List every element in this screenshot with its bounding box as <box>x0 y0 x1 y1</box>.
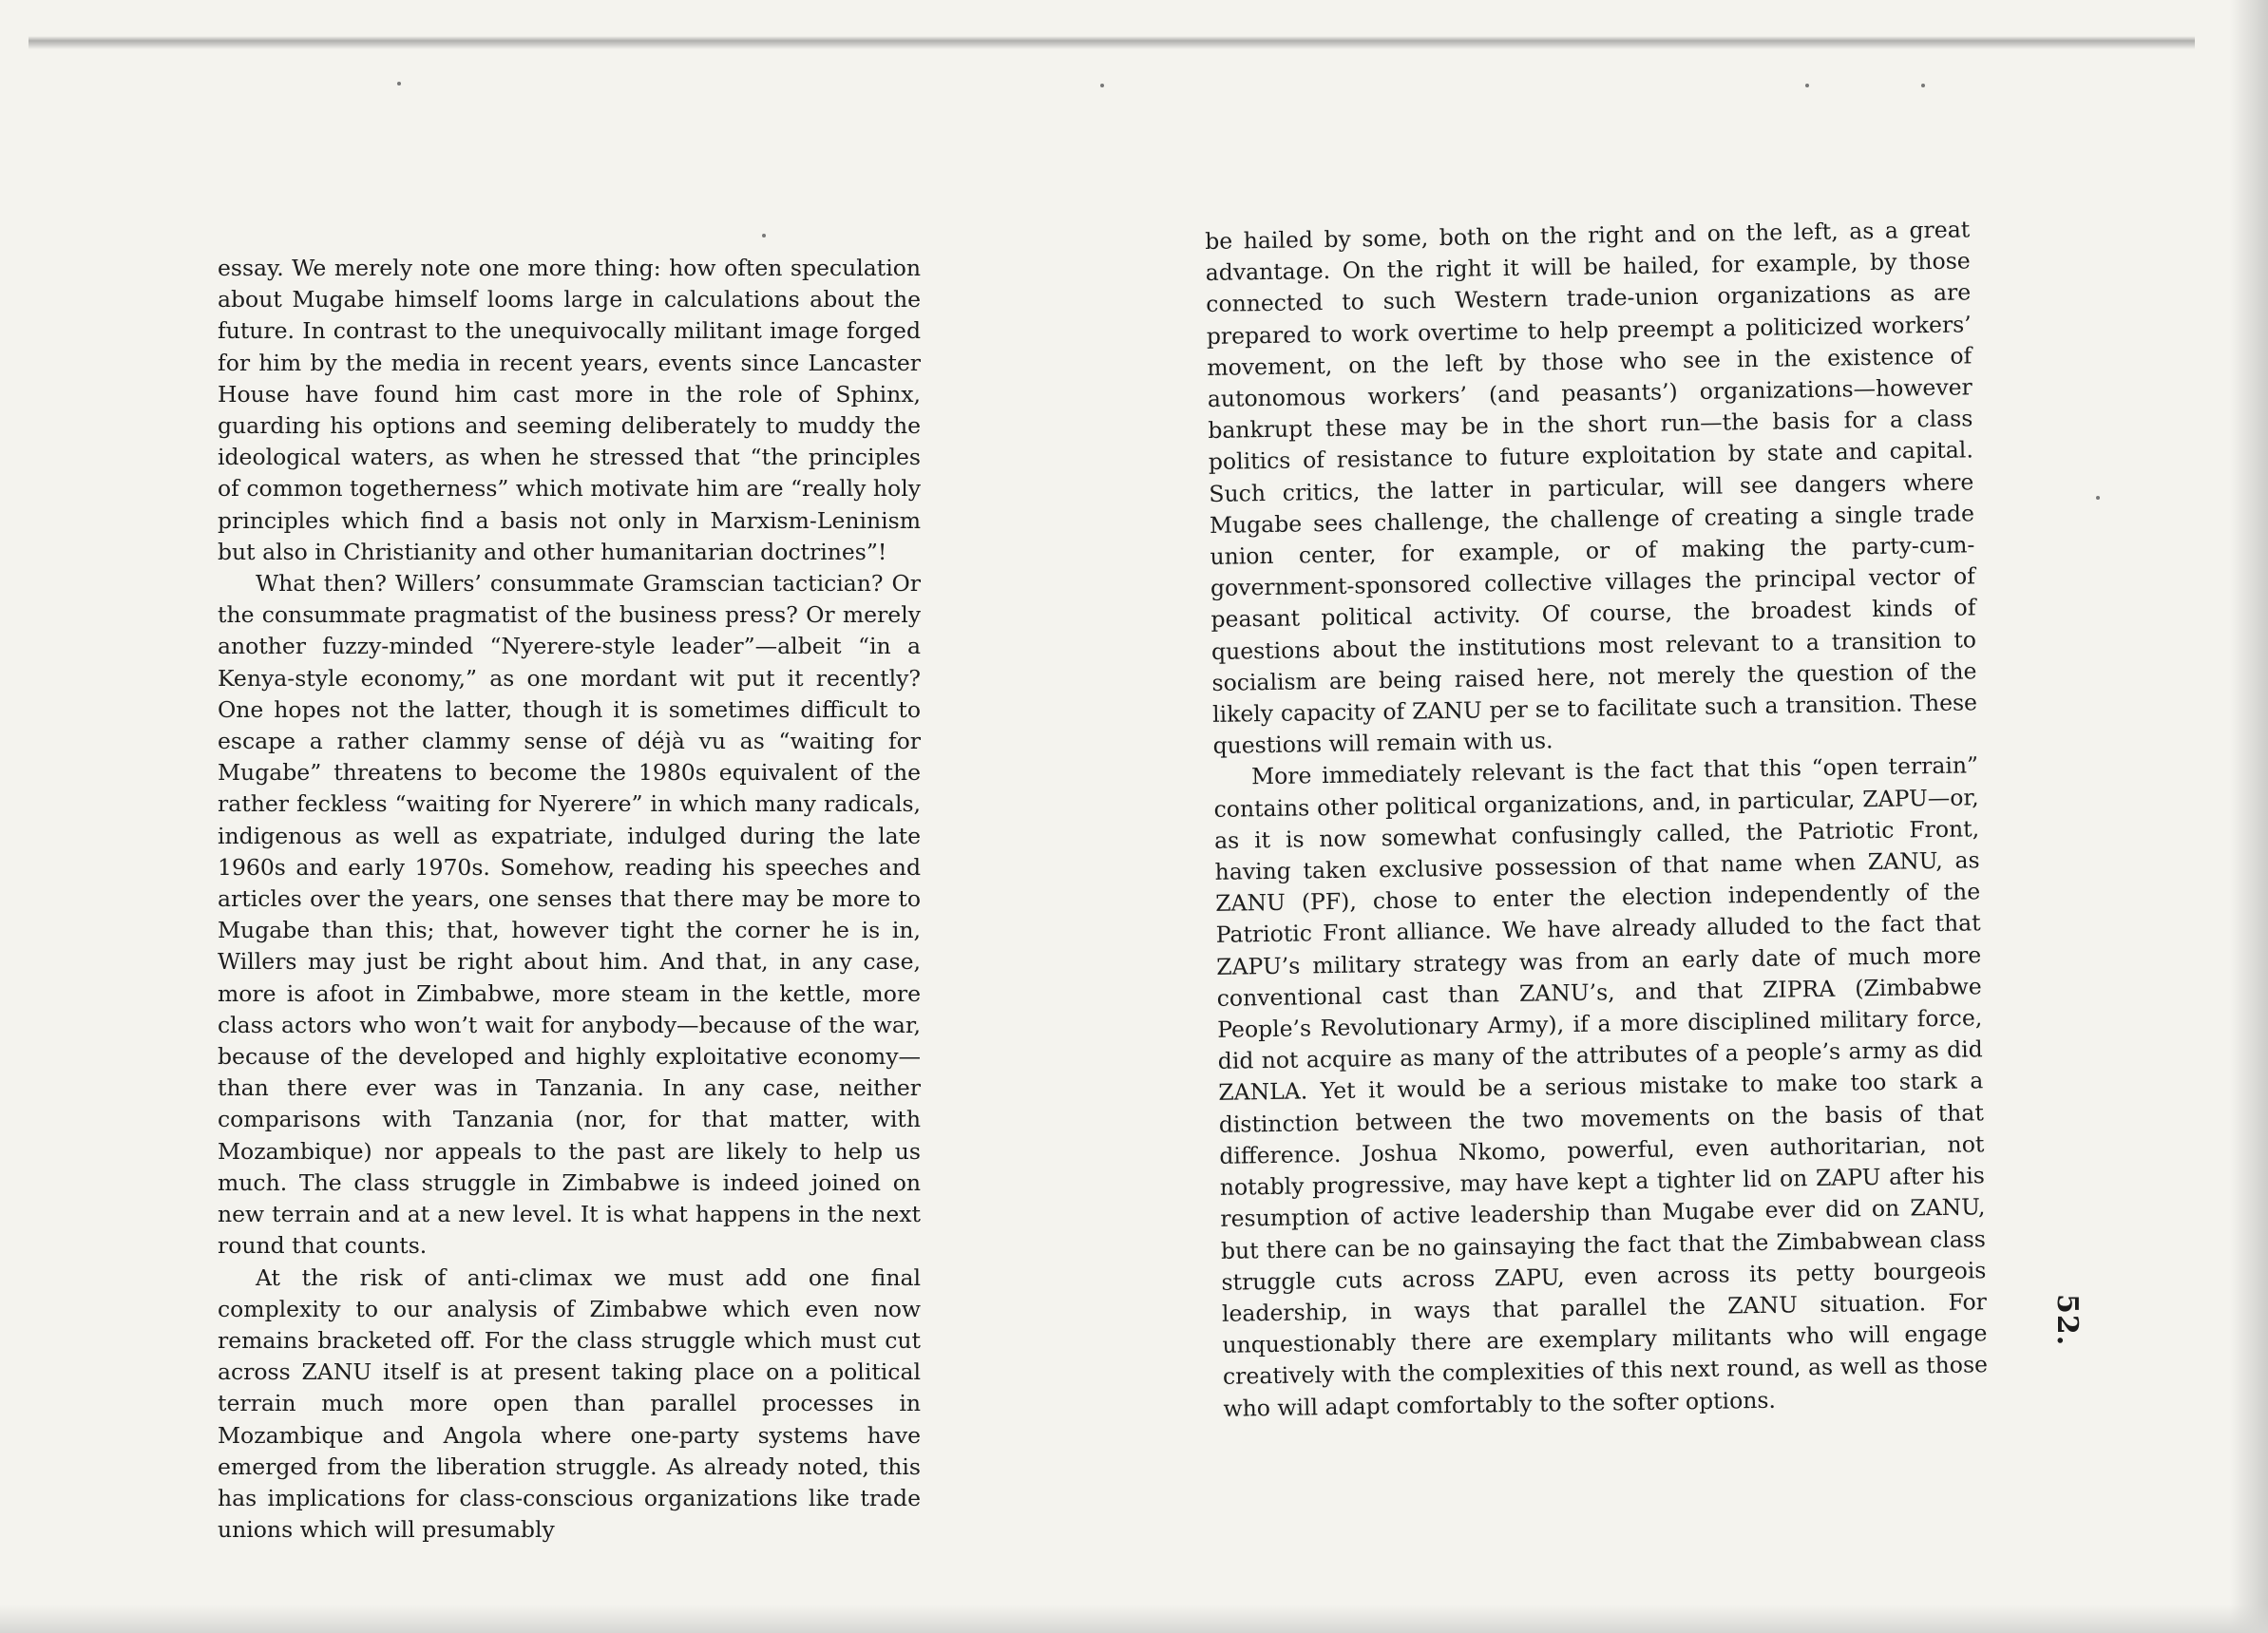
scan-top-border <box>29 36 2195 49</box>
left-paragraph-3: At the risk of anti-climax we must add one final complexity to our analysis of Zimbabwe which even now remains bracketed off. For the class struggle which must cut across ZANU itself is at present taking place on a political terrain much more open than parallel processes in Mozambique and Angola where one-party systems have emerged from the liberation struggle. As already noted, this has implications for class-conscious organizations like trade unions which will presumably <box>218 1263 921 1544</box>
scan-speck <box>397 82 401 85</box>
scan-speck <box>762 234 766 237</box>
scan-speck <box>1921 84 1925 87</box>
scan-speck <box>2096 496 2100 500</box>
right-text-column <box>1205 214 1989 1424</box>
left-paragraph-2: What then? Willers’ consummate Gramscian tactician? Or the consummate pragmatist of the business press? Or merely another fuzzy-minded “Nyerere-style leader”—albeit “in a Kenya-style economy,” as one mordant wit put it recently? One hopes not the latter, though it is sometimes difficult to escape a rather clammy sense of déjà vu as “waiting for Mugabe” threatens to become the 1980s equivalent of the rather feckless “waiting for Nyerere” in which many radicals, indigenous as well as expatriate, indulged during the late 1960s and early 1970s. Somehow, reading his speeches and articles over the years, one senses that there may be more to Mugabe than this; that, however tight the corner he is in, Willers may just be right about him. And that, in any case, more is afoot in Zimbabwe, more steam in the kettle, more class actors who won’t wait for anybody—because of the war, because of the developed and highly exploitative economy—than there ever was in Tanzania. In any case, neither comparisons with Tanzania (nor, for that matter, with Mozambique) nor appeals to the past are likely to help us much. The class struggle in Zimbabwe is indeed joined on new terrain and at a new level. It is what happens in the next round that counts. <box>218 570 921 1260</box>
page-number: 52. <box>2050 1294 2084 1347</box>
right-paragraph-2: More immediately relevant is the fact that this “open terrain” contains other political organizations, and, in particular, ZAPU—or, as it is now somewhat confusingly called, the Patriotic Front, having taken exclusive possession of that name when ZANU, as ZANU (PF), chose to enter the election independently of the Patriotic Front alliance. We have already alluded to the fact that ZAPU’s military strategy was from an early date of much more conventional cast than ZANU’s, and that ZIPRA (Zimbabwe People’s Revolutionary Army), if a more disciplined military force, did not acquire as many of the attributes of a people’s army as did ZANLA. Yet it would be a serious mistake to make too stark a distinction between the two movements on the basis of that difference. Joshua Nkomo, powerful, even authoritarian, not notably progressive, may have kept a tighter lid on ZAPU after his resumption of active leadership than Mugabe ever did on ZANU, but there can be no gainsaying the fact that the Zimbabwean class struggle cuts across ZAPU, even across its petty bourgeois leadership, in ways that parallel the ZANU situation. For unquestionably there are exemplary militants who will engage creatively with the complexities of this next round, as well as those who will adapt comfortably to the softer options. <box>1213 751 1989 1422</box>
right-paragraph-1: be hailed by some, both on the right and on the left, as a great advantage. On the right it will be hailed, for example, by those connected to such Western trade-union organizations as are prepared to work overtime to help preempt a politicized workers’ movement, on the left by those who see in the existence of autonomous workers’ (and peasants’) organizations—however bankrupt these may be in the short run—the basis for a class politics of resistance to future exploitation by state and capital. Such critics, the latter in particular, will see dangers where Mugabe sees challenge, the challenge of creating a single trade union center, for example, or of making the party-cum-government-sponsored collective villages the principal vector of peasant political activity. Of course, the broadest kinds of questions about the institutions most relevant to a transition to socialism are being raised here, not merely the question of the likely capacity of ZANU per se to facilitate such a transition. These questions will remain with us. <box>1205 216 1978 760</box>
scan-speck <box>1805 84 1809 87</box>
scan-bottom-edge <box>0 1605 2268 1633</box>
scan-speck <box>1100 84 1104 87</box>
left-text-column <box>218 253 921 1546</box>
scan-right-edge <box>2230 0 2268 1633</box>
left-paragraph-1: essay. We merely note one more thing: how often speculation about Mugabe himself looms large in calculations about the future. In contrast to the unequivocally militant image forged for him by the media in recent years, events since Lancaster House have found him cast more in the role of Sphinx, guarding his options and seeming deliberately to muddy the ideological waters, as when he stressed that “the principles of common togetherness” which motivate him are “really holy principles which find a basis not only in Marxism-Leninism but also in Christianity and other humanitarian doctrines”! <box>218 255 921 565</box>
